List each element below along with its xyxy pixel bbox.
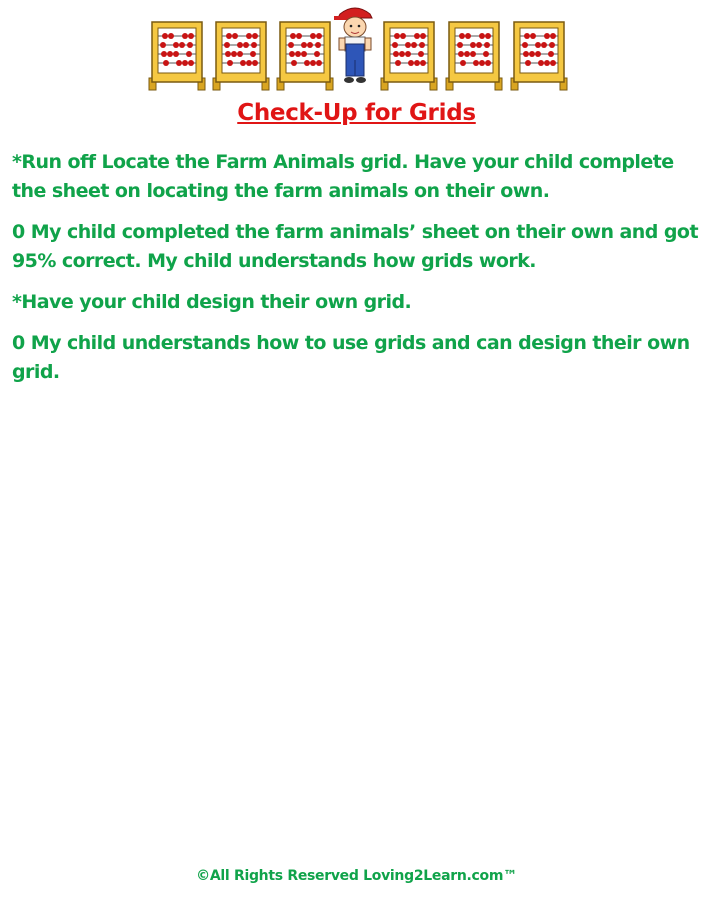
- abacus-icon: [381, 22, 437, 90]
- copyright-footer: ©All Rights Reserved Loving2Learn.com™: [196, 868, 517, 884]
- abacus-icon: [511, 22, 567, 90]
- abacus-icon: [446, 22, 502, 90]
- instruction-paragraph-2: *Have your child design their own grid.: [12, 291, 412, 313]
- header-illustration: [0, 0, 713, 96]
- checkbox-statement-1: 0 My child completed the farm animals’ sheet on their own and got 95% correct. My child understands how grids work.: [12, 221, 698, 272]
- abacus-icon: [213, 22, 269, 90]
- checkbox-statement-2: 0 My child understands how to use grids and can design their own grid.: [12, 332, 690, 383]
- instruction-paragraph-1: *Run off Locate the Farm Animals grid. Have your child complete the sheet on locating the farm animals on their own.: [12, 151, 674, 202]
- abacus-icon: [277, 22, 333, 90]
- boy-mascot-icon: [334, 8, 372, 83]
- page-title: Check-Up for Grids: [237, 100, 476, 126]
- abacus-icon: [149, 22, 205, 90]
